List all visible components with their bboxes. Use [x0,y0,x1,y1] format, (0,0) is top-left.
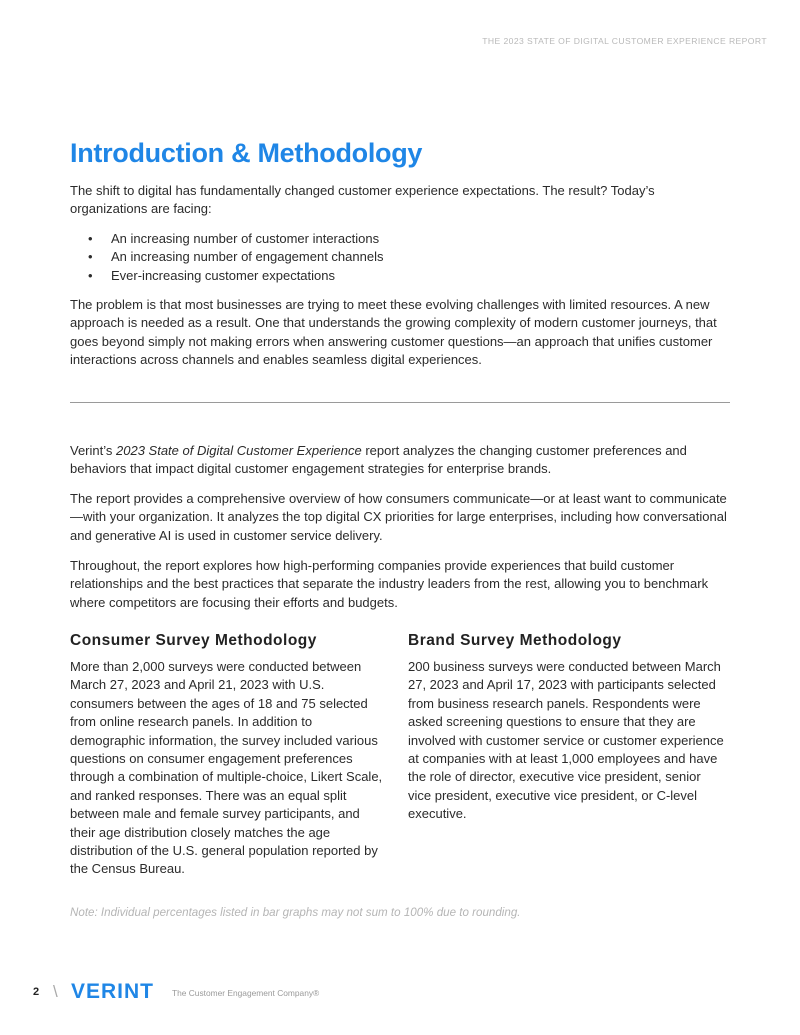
report-intro-prefix: Verint’s [70,443,117,458]
consumer-methodology-heading: Consumer Survey Methodology [70,632,317,649]
rounding-note: Note: Individual percentages listed in bar graphs may not sum to 100% due to rounding. [70,906,521,919]
report-benchmark-paragraph: Throughout, the report explores how high-performing companies provide experiences that build customer relationships and the best practices that separate the industry leaders from the rest, allowing you to benchmark where competitors are focusing their efforts and budgets. [70,558,709,610]
bullet-icon: • [88,267,93,283]
list-item [88,267,383,285]
bullet-icon: • [88,249,93,265]
brand-methodology-body: 200 business surveys were conducted between March 27, 2023 and April 17, 2023 with participants selected from business research panels. Respondents were asked screening questions to ensure that they are involved with customer service or customer experience at companies with at least 1,000 employees and have the role of director, executive vice president, senior vice president, executive vice president, or C-level executive. [408,659,724,822]
footer-separator: \ [53,982,58,1001]
running-header: THE 2023 STATE OF DIGITAL CUSTOMER EXPERIENCE REPORT [482,36,767,46]
list-item-text: An increasing number of engagement channels [111,249,384,265]
intro-paragraph: The shift to digital has fundamentally changed customer experience expectations. The result? Today’s organizations are facing: [70,183,655,217]
consumer-methodology-body: More than 2,000 surveys were conducted between March 27, 2023 and April 21, 2023 with U.S. consumers between the ages of 18 and 75 selected from online research panels. In addition to demographic information, the survey included various questions on consumer engagement preferences through a combination of multiple-choice, Likert Scale, and ranked responses. There was an equal split between male and female survey participants, and their age distribution closely matches the age distribution of the U.S. general population reported by the Census Bureau. [70,659,383,877]
company-tagline: The Customer Engagement Company® [172,988,320,998]
challenge-list [88,230,383,285]
brand-methodology-heading: Brand Survey Methodology [408,632,622,649]
page-number: 2 [33,986,40,998]
verint-logo: VERINT [71,980,155,1003]
report-name: 2023 State of Digital Customer Experience [116,443,362,458]
report-communication-paragraph: The report provides a comprehensive overview of how consumers communicate—or at least want to communicate—with your organization. It analyzes the top digital CX priorities for large enterprises, including how conversational and generative AI is used in customer service delivery. [70,491,727,543]
page-title: Introduction & Methodology [70,138,423,168]
list-item [88,230,383,248]
problem-paragraph: The problem is that most businesses are trying to meet these evolving challenges with limited resources. A new approach is needed as a result. One that understands the growing complexity of modern customer journeys, that goes beyond simply not making errors when answering customer questions—an approach that unifies customer interactions across channels and enables seamless digital experiences. [70,297,717,368]
report-overview-paragraph [70,442,730,479]
list-item-text: An increasing number of customer interactions [111,231,380,246]
bullet-icon: • [88,231,93,246]
report-intro-suffix: report analyzes the changing customer preferences and behaviors that impact digital customer engagement strategies for enterprise brands. [70,443,687,477]
list-item-text: Ever-increasing customer expectations [111,267,335,283]
list-item [88,248,383,266]
section-divider [70,402,730,403]
